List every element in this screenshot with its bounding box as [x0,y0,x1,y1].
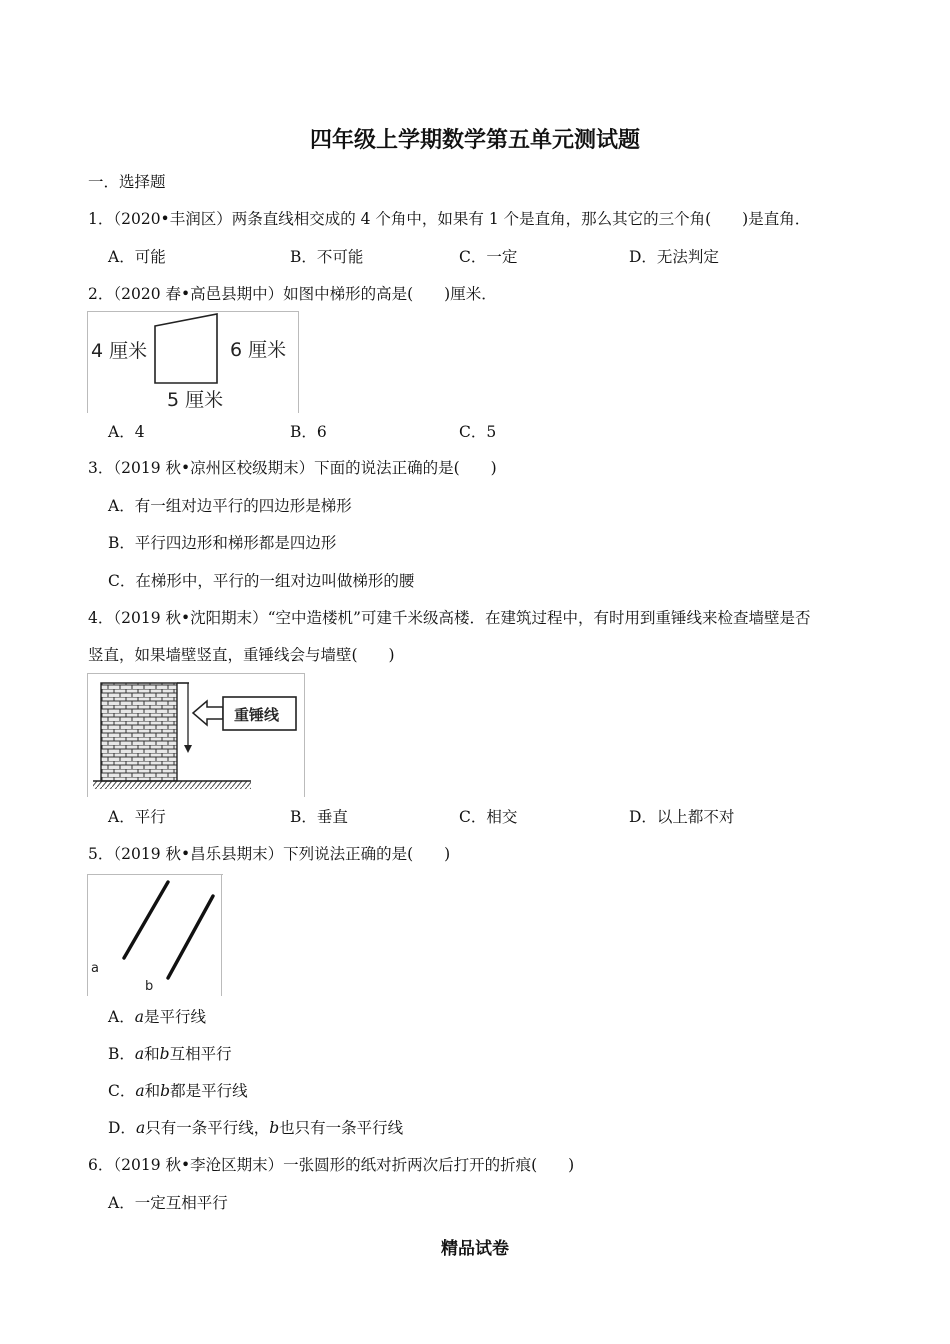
var-a: a [134,1045,145,1063]
option-text: 是平行线 [143,1008,206,1026]
var-b: b [160,1082,171,1100]
question-3-option-a: A．有一组对边平行的四边形是梯形 [108,497,352,515]
question-1-option-a: A．可能 [108,248,166,266]
option-letter: B． [108,1045,135,1063]
question-4-option-c: C．相交 [459,808,518,826]
question-4-text-line1: 4．（2019 秋•沈阳期末）“空中造楼机”可建千米级高楼．在建筑过程中，有时用到重锤线来检查墙壁是否 [88,609,811,627]
question-4-text-line2: 竖直，如果墙壁竖直，重锤线会与墙壁( ) [88,646,395,664]
question-5-option-c [108,1081,248,1101]
question-5-option-b [108,1044,232,1064]
question-1-text: 1．（2020•丰润区）两条直线相交成的 4 个角中，如果有 1 个是直角，那么其它的三个角( )是直角． [88,210,811,228]
section-heading: 一．选择题 [88,173,166,191]
trapezoid-shape [155,314,217,383]
question-5-option-a [108,1007,206,1027]
option-letter: C． [108,1082,136,1100]
question-4-option-b: B．垂直 [290,808,348,826]
question-3-option-c: C．在梯形中，平行的一组对边叫做梯形的腰 [108,572,415,590]
var-a: a [135,1119,146,1137]
option-text: 和 [144,1082,161,1100]
option-letter: D． [108,1119,136,1137]
line-a [124,882,168,958]
option-text: 互相平行 [169,1045,232,1063]
page-title: 四年级上学期数学第五单元测试题 [309,127,640,153]
arrow-left-icon [193,701,223,725]
left-side-label: 4 厘米 [91,340,148,362]
bottom-side-label: 5 厘米 [167,389,224,411]
question-3-option-b: B．平行四边形和梯形都是四边形 [108,534,337,552]
question-5-option-d [108,1118,403,1138]
question-5-text: 5．（2019 秋•昌乐县期末）下列说法正确的是( ) [88,845,451,863]
option-text: 也只有一条平行线 [279,1119,404,1137]
question-4-option-d: D．以上都不对 [629,808,735,826]
question-2-option-b: B．6 [290,423,327,441]
label-a: a [91,961,99,976]
page-footer: 精品试卷 [441,1239,509,1259]
var-b: b [159,1045,170,1063]
question-4-option-a: A．平行 [108,808,166,826]
var-a: a [134,1008,144,1026]
brick-wall [101,683,177,781]
question-1-option-c: C．一定 [459,248,518,266]
plumb-line-figure [87,673,305,797]
option-text: 只有一条平行线， [145,1119,270,1137]
two-lines-figure [87,874,223,996]
plumb-bob [184,745,192,753]
var-a: a [135,1082,145,1100]
label-b: b [145,979,154,994]
option-letter: A． [108,1008,135,1026]
trapezoid-figure [87,311,299,413]
question-1-option-b: B．不可能 [290,248,364,266]
question-1-option-d: D．无法判定 [629,248,719,266]
question-2-option-a: A．4 [108,423,145,441]
question-6-option-a: A．一定互相平行 [108,1194,228,1212]
line-b [168,896,213,978]
option-text: 和 [144,1045,160,1063]
plumb-line-label: 重锤线 [234,706,280,724]
right-side-label: 6 厘米 [230,339,287,361]
question-6-text: 6．（2019 秋•李沧区期末）一张圆形的纸对折两次后打开的折痕( ) [88,1156,575,1174]
question-2-option-c: C．5 [459,423,497,441]
question-2-text: 2．（2020 春•高邑县期中）如图中梯形的高是( )厘米． [88,285,497,303]
option-text: 都是平行线 [170,1082,248,1100]
var-b: b [269,1119,280,1137]
question-3-text: 3．（2019 秋•凉州区校级期末）下面的说法正确的是( ) [88,459,497,477]
